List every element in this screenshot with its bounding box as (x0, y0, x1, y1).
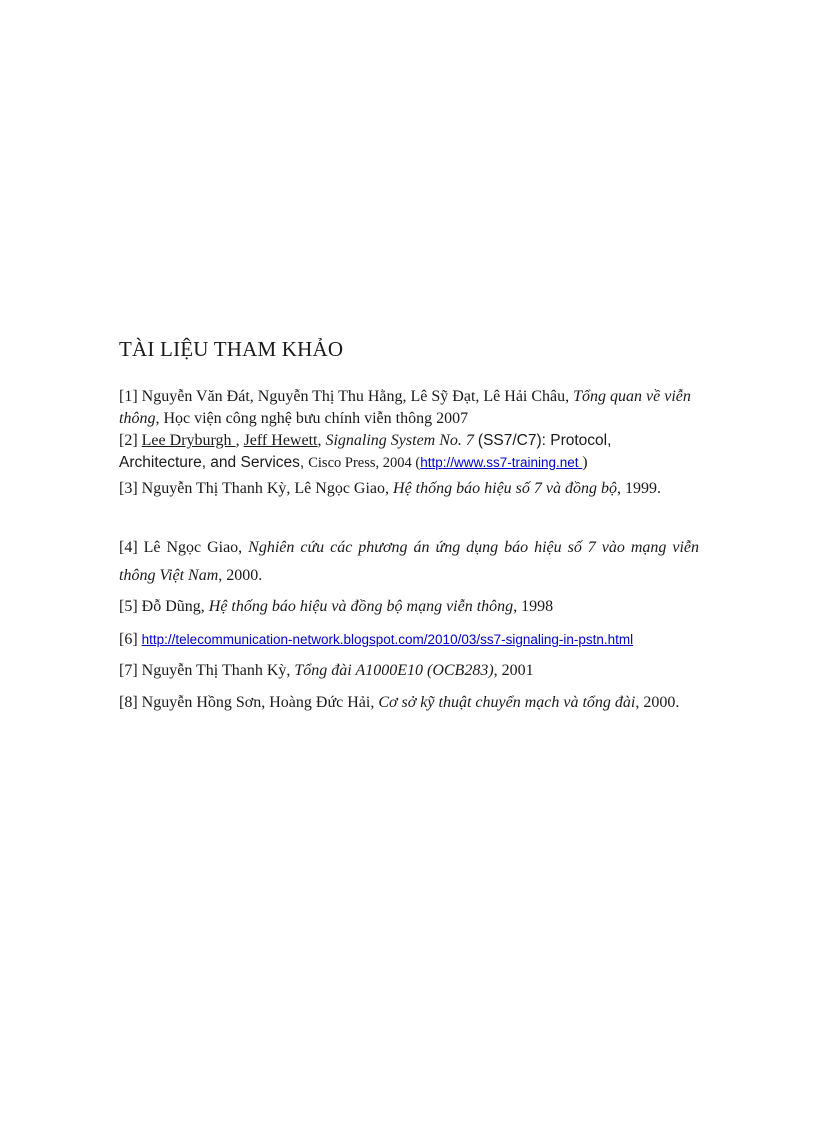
ref-year: , 2000. (218, 567, 263, 584)
url-link-telecommunication-network[interactable]: http://telecommunication-network.blogspot.com/2010/03/ss7-signaling-in-pstn.html (141, 632, 634, 647)
ref-number: [1] (119, 388, 138, 405)
ref-title: Nghiên cứu các phương án ứng dụng báo hiệu số 7 vào mạng viễn thông Việt Nam (119, 539, 699, 584)
ref-year: , 1999. (617, 480, 661, 497)
ref-number: [6] (119, 631, 138, 648)
ref-subtitle: (SS7/C7): Protocol, Architecture, and Services, (119, 432, 612, 471)
ref-title: Tổng đài A1000E10 (OCB283) (294, 662, 494, 679)
ref-number: [2] (119, 432, 138, 449)
ref-title: Cơ sở kỹ thuật chuyển mạch và tổng đài (378, 694, 636, 711)
reference-8 (119, 689, 699, 717)
reference-4 (119, 534, 699, 590)
ref-year: , 2000. (635, 694, 680, 711)
reference-7 (119, 657, 699, 685)
ref-comma: , (317, 432, 322, 449)
ref-authors: Nguyễn Thị Thanh Kỳ, Lê Ngọc Giao, (141, 480, 390, 497)
ref-publisher: , Học viện công nghệ bưu chính viễn thông 2007 (155, 410, 469, 427)
ref-title: Hệ thống báo hiệu và đồng bộ mạng viễn thông (208, 598, 514, 615)
ref-authors: Đỗ Dũng, (141, 598, 205, 615)
reference-6 (119, 626, 699, 654)
ref-authors: Nguyễn Văn Đát, Nguyễn Thị Thu Hằng, Lê Sỹ Đạt, Lê Hải Châu, (141, 388, 570, 405)
page-title: TÀI LIỆU THAM KHẢO (119, 337, 344, 361)
ref-close-paren: ) (582, 454, 588, 471)
author-link-lee-dryburgh[interactable]: Lee Dryburgh (141, 432, 236, 449)
ref-year: , 1998 (513, 598, 554, 615)
reference-2 (119, 430, 699, 474)
ref-number: [5] (119, 598, 138, 615)
url-link-ss7-training[interactable]: http://www.ss7-training.net (420, 455, 583, 470)
reference-1 (119, 386, 699, 430)
ref-title: Tổng quan về viễn thông (119, 388, 691, 427)
reference-3 (119, 475, 699, 503)
ref-publisher: Cisco Press, 2004 ( (308, 455, 421, 471)
ref-number: [7] (119, 662, 138, 679)
ref-authors: Lê Ngọc Giao, (143, 539, 243, 556)
ref-authors: Nguyễn Thị Thanh Kỳ, (141, 662, 291, 679)
ref-number: [4] (119, 539, 138, 556)
author-link-jeff-hewett[interactable]: Jeff Hewett (243, 432, 318, 449)
ref-title: Signaling System No. 7 (325, 432, 474, 449)
ref-number: [8] (119, 694, 138, 711)
ref-number: [3] (119, 480, 138, 497)
ref-year: , 2001 (493, 662, 534, 679)
ref-title: Hệ thống báo hiệu số 7 và đồng bộ (393, 480, 617, 497)
reference-5 (119, 593, 699, 621)
ref-authors: Nguyễn Hồng Sơn, Hoàng Đức Hải, (141, 694, 375, 711)
ref-separator: , (235, 432, 244, 449)
